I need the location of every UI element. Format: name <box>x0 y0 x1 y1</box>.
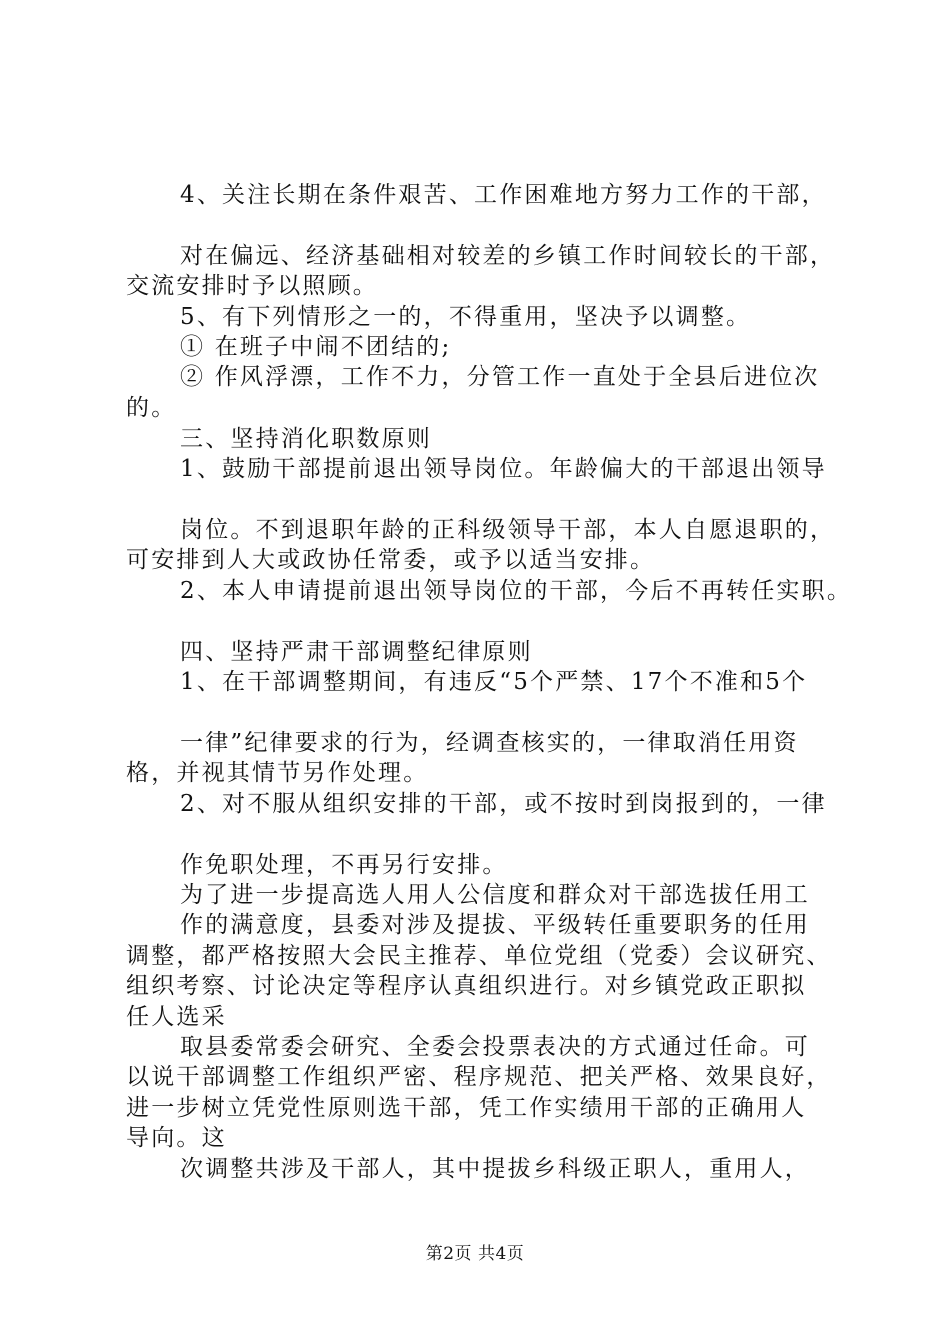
text-line: 进一步树立凭党性原则选干部，凭工作实绩用干部的正确用人 <box>126 1095 807 1121</box>
text-line: 岗位。不到退职年龄的正科级领导干部，本人自愿退职的， <box>180 517 836 543</box>
text-line: 组织考察、讨论决定等程序认真组织进行。对乡镇党政正职拟 <box>126 973 807 999</box>
section-heading: 四、坚持严肃干部调整纪律原则 <box>180 639 533 665</box>
text-line: 作的满意度，县委对涉及提拔、平级转任重要职务的任用 <box>180 912 810 938</box>
text-line: ① 在班子中闹不团结的; <box>180 334 452 360</box>
text-line: 作免职处理，不再另行安排。 <box>180 852 508 878</box>
page-number-footer: 第2页 共4页 <box>425 1244 525 1264</box>
text-line: 以说干部调整工作组织严密、程序规范、把关严格、效果良好， <box>126 1064 832 1090</box>
text-line: 1、在干部调整期间，有违反“5个严禁、17个不准和5个 <box>180 669 808 695</box>
text-line: 取县委常委会研究、全委会投票表决的方式通过任命。可 <box>180 1034 810 1060</box>
text-line: 为了进一步提高选人用人公信度和群众对干部选拔任用工 <box>180 882 810 908</box>
text-line: 导向。这 <box>126 1125 227 1151</box>
text-line: 交流安排时予以照顾。 <box>126 273 378 299</box>
text-line: 次调整共涉及干部人，其中提拔乡科级正职人，重用人， <box>180 1156 810 1182</box>
text-line: ② 作风浮漂，工作不力，分管工作一直处于全县后进位次 <box>180 364 820 390</box>
text-line: 对在偏远、经济基础相对较差的乡镇工作时间较长的干部， <box>180 243 836 269</box>
text-line: 2、对不服从组织安排的干部，或不按时到岗报到的，一律 <box>180 791 827 817</box>
text-line: 1、鼓励干部提前退出领导岗位。年龄偏大的干部退出领导 <box>180 456 827 482</box>
text-line: 可安排到人大或政协任常委，或予以适当安排。 <box>126 547 656 573</box>
text-line: 格，并视其情节另作处理。 <box>126 760 429 786</box>
text-line: 调整，都严格按照大会民主推荐、单位党组（党委）会议研究、 <box>126 943 832 969</box>
text-line: 任人选采 <box>126 1004 227 1030</box>
text-line: 一律”纪律要求的行为，经调查核实的，一律取消任用资 <box>180 730 799 756</box>
section-heading: 三、坚持消化职数原则 <box>180 426 432 452</box>
text-line: 4、关注长期在条件艰苦、工作困难地方努力工作的干部， <box>180 182 827 208</box>
text-line: 5、有下列情形之一的，不得重用，坚决予以调整。 <box>180 304 752 330</box>
text-line: 的。 <box>126 395 177 421</box>
text-line: 2、本人申请提前退出领导岗位的干部，今后不再转任实职。 <box>180 578 853 604</box>
